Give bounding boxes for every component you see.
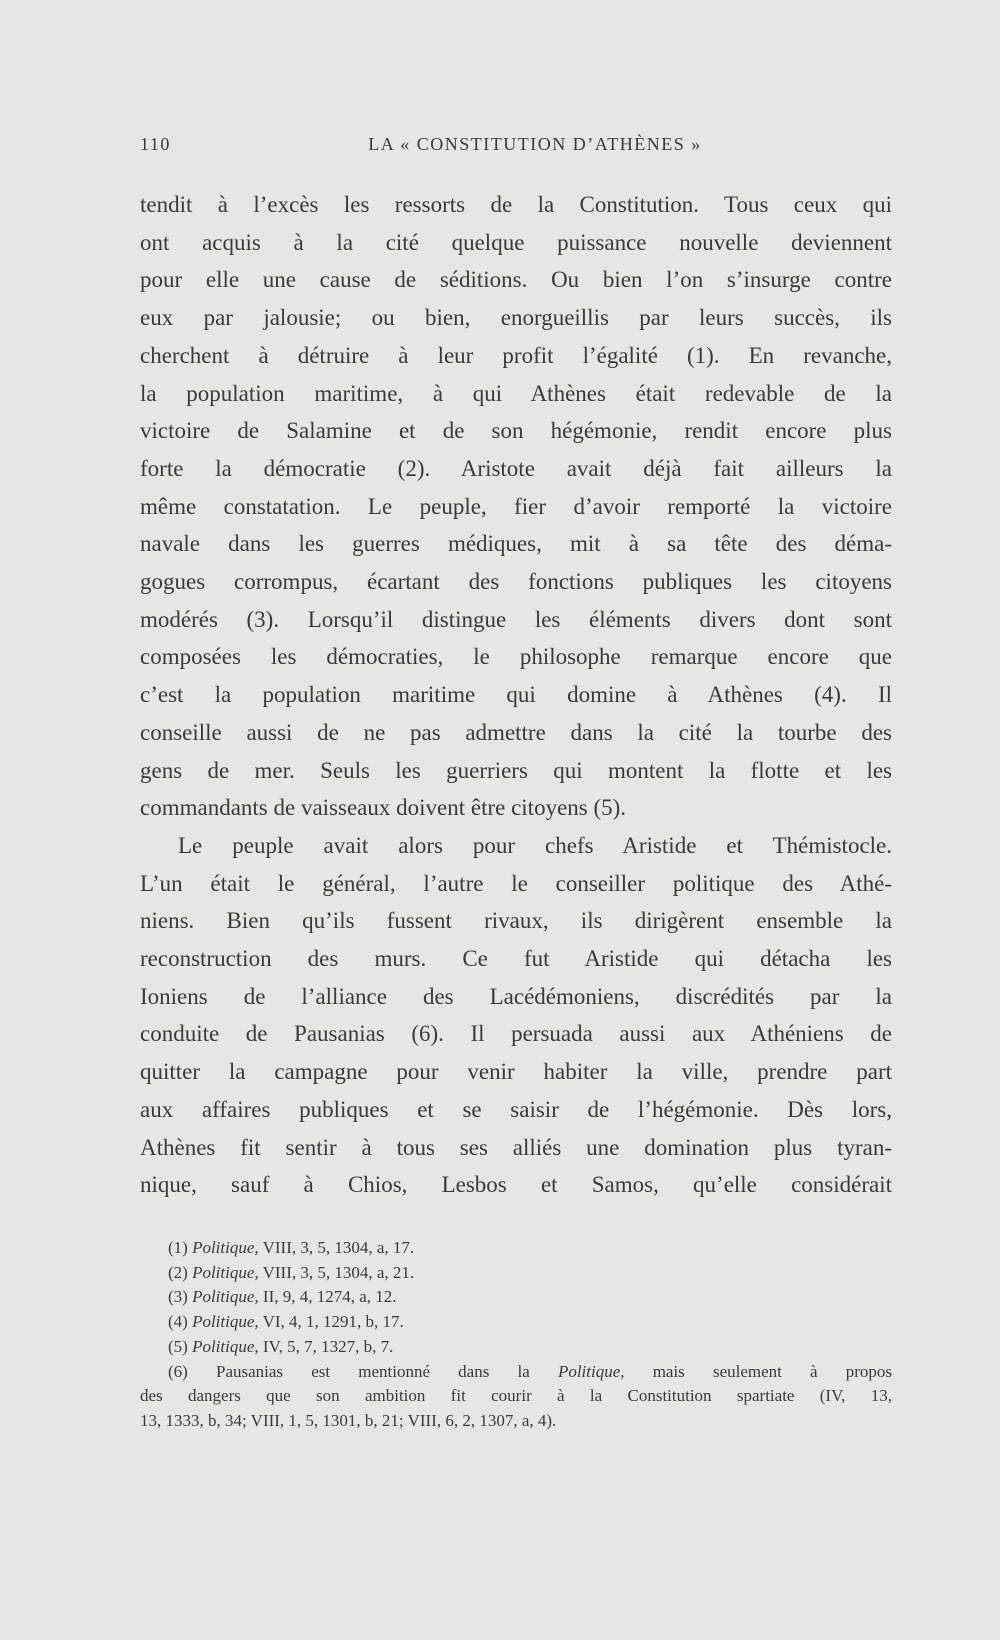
footnote-work: Politique, — [192, 1262, 259, 1282]
page-header — [140, 134, 890, 164]
footnote-number: (4) — [168, 1312, 188, 1332]
footnote-reference: VIII, 3, 5, 1304, a, 21. — [262, 1262, 415, 1282]
footnote — [140, 1236, 892, 1261]
body-line: ont acquis à la cité quelque puissance nouvelle deviennent — [140, 229, 892, 255]
footnote-reference: II, 9, 4, 1274, a, 12. — [262, 1287, 397, 1307]
body-line: conseille aussi de ne pas admettre dans la cité la tourbe des — [140, 719, 892, 745]
page-number: 110 — [140, 134, 171, 154]
footnote-text: mais seulement à propos — [652, 1361, 893, 1381]
footnotes — [140, 1236, 892, 1434]
body-line: cherchent à détruire à leur profit l’égalité (1). En revanche, — [140, 342, 892, 368]
body-line: gogues corrompus, écartant des fonctions publiques les citoyens — [140, 569, 892, 595]
body-line: pour elle une cause de séditions. Ou bien l’on s’insurge contre — [140, 267, 892, 293]
running-title: LA « CONSTITUTION D’ATHÈNES » — [368, 134, 702, 154]
footnote — [140, 1285, 892, 1310]
body-line: reconstruction des murs. Ce fut Aristide qui détacha les — [140, 946, 892, 972]
footnote-work: Politique, — [192, 1287, 259, 1307]
footnote-work: Politique, — [557, 1361, 625, 1381]
footnote-work: Politique, — [192, 1312, 259, 1332]
body-line: eux par jalousie; ou bien, enorgueillis par leurs succès, ils — [140, 305, 892, 331]
body-line: commandants de vaisseaux doivent être citoyens (5). — [140, 795, 627, 821]
footnote-reference: VIII, 3, 5, 1304, a, 17. — [262, 1238, 415, 1257]
body-text — [140, 186, 892, 1204]
footnote-number: (5) — [168, 1336, 188, 1356]
footnote-text: Pausanias est mentionné dans la — [216, 1361, 530, 1381]
footnote-number: (2) — [168, 1262, 188, 1282]
body-line: composées les démocraties, le philosophe remarque encore que — [140, 644, 892, 670]
body-line: la population maritime, à qui Athènes était redevable de la — [140, 380, 892, 406]
body-line: gens de mer. Seuls les guerriers qui montent la flotte et les — [140, 757, 892, 783]
footnote — [140, 1261, 892, 1286]
body-line: quitter la campagne pour venir habiter la ville, prendre part — [140, 1059, 892, 1085]
footnote-work: Politique, — [192, 1238, 259, 1257]
body-line: forte la démocratie (2). Aristote avait déjà fait ailleurs la — [140, 455, 892, 481]
body-line: nique, sauf à Chios, Lesbos et Samos, qu’elle considérait — [140, 1172, 892, 1198]
body-line: conduite de Pausanias (6). Il persuada aussi aux Athéniens de — [140, 1021, 892, 1047]
body-line: victoire de Salamine et de son hégémonie, rendit encore plus — [140, 418, 892, 444]
footnote — [140, 1335, 892, 1360]
body-line: navale dans les guerres médiques, mit à sa tête des déma- — [140, 531, 892, 557]
body-line: Le peuple avait alors pour chefs Aristide et Thémistocle. — [178, 832, 892, 858]
footnote-work: Politique, — [192, 1336, 259, 1356]
body-line: niens. Bien qu’ils fussent rivaux, ils dirigèrent ensemble la — [140, 908, 892, 934]
body-line: modérés (3). Lorsqu’il distingue les éléments divers dont sont — [140, 606, 892, 632]
footnote-number: (3) — [168, 1287, 188, 1307]
footnote-reference: VI, 4, 1, 1291, b, 17. — [262, 1312, 404, 1332]
footnote-number: (6) — [168, 1361, 188, 1381]
footnote — [140, 1310, 892, 1335]
body-line: L’un était le général, l’autre le conseiller politique des Athé- — [140, 870, 892, 896]
footnote-number: (1) — [168, 1238, 188, 1257]
footnote — [140, 1360, 892, 1385]
body-line: Athènes fit sentir à tous ses alliés une domination plus tyran- — [140, 1134, 892, 1160]
footnote-continuation: 13, 1333, b, 34; VIII, 1, 5, 1301, b, 21; VIII, 6, 2, 1307, a, 4). — [140, 1410, 557, 1430]
body-line: aux affaires publiques et se saisir de l’hégémonie. Dès lors, — [140, 1096, 892, 1122]
footnote-continuation: des dangers que son ambition fit courir à la Constitution spartiate (IV, 13, — [140, 1386, 892, 1406]
body-line: même constatation. Le peuple, fier d’avoir remporté la victoire — [140, 493, 892, 519]
body-line: Ioniens de l’alliance des Lacédémoniens, discrédités par la — [140, 983, 892, 1009]
body-line: tendit à l’excès les ressorts de la Constitution. Tous ceux qui — [140, 192, 892, 217]
footnote-reference: IV, 5, 7, 1327, b, 7. — [262, 1336, 394, 1356]
body-line: c’est la population maritime qui domine à Athènes (4). Il — [140, 682, 892, 708]
